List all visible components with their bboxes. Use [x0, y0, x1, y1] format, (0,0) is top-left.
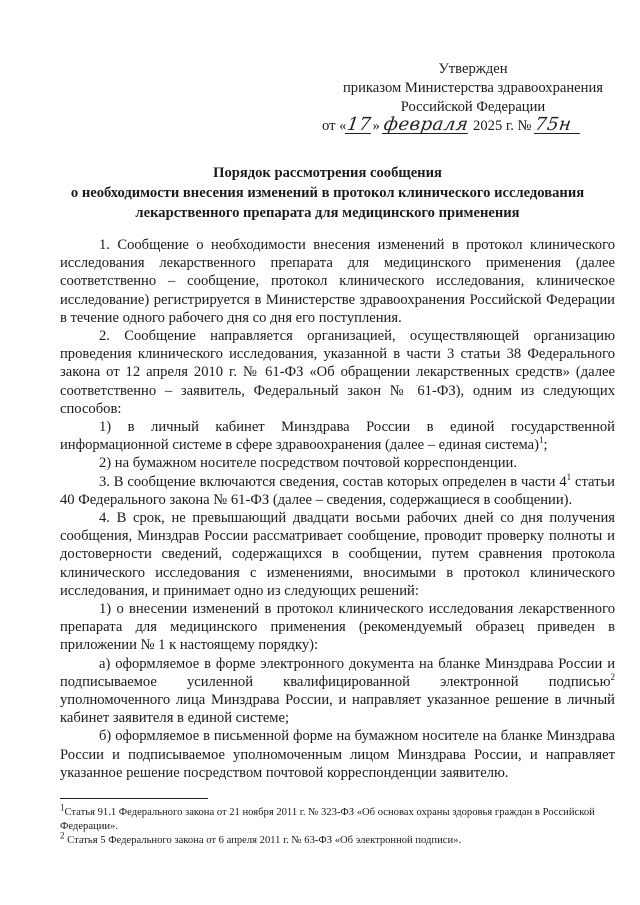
footnote-2-text: Статья 5 Федерального закона от 6 апреля 2011 г. № 63-ФЗ «Об электронной подписи».	[64, 835, 462, 846]
title-line-1: Порядок рассмотрения сообщения	[213, 165, 442, 181]
paragraph-2-item-2: 2) на бумажном носителе посредством почтовой корреспонденции.	[99, 455, 518, 472]
title-line-3: лекарственного препарата для медицинского применения	[135, 205, 520, 221]
paragraph-2: 2. Сообщение направляется организацией, осуществляющей организацию проведения клинического исследования, указанной в части 3 статьи 38 Федерального закона от 12 апреля 2010 г. № 61-ФЗ «Об обращении лекарственных средств» (далее соответственно – заявитель, Федеральный закон № 61-ФЗ), одним из следующих способов:	[60, 328, 615, 417]
item-a-text-1: а) оформляемое в форме электронного документа на бланке Минздрава России и подписываемое усиленной квалифицированной электронной подписью	[60, 655, 615, 690]
paragraph-4-item-1b: б) оформляемое в письменной форме на бумажном носителе на бланке Минздрава России и подписываемое уполномоченным лицом Минздрава России, и направляет указанное решение посредством почтовой корреспонденции заявителю.	[60, 728, 615, 781]
footnote-ref: 2	[610, 672, 615, 683]
approval-order-line: приказом Министерства здравоохранения	[343, 80, 603, 96]
approval-heading: Утвержден	[438, 61, 508, 77]
footnote-ref: 1	[538, 435, 544, 446]
date-year: 2025 г. №	[473, 118, 532, 134]
date-mid: »	[372, 118, 380, 134]
footnote-1	[60, 802, 615, 834]
paragraph-1: 1. Сообщение о необходимости внесения изменений в протокол клинического исследования лекарственного препарата для медицинского применения (далее соответственно – сообщение, протокол клинического исследования, клиническое исследование) регистрируется в Министерстве здравоохранения Российской Федерации в течение одного рабочего дня со дня его поступления.	[60, 237, 615, 326]
footnote-ref: 1	[566, 471, 572, 482]
title-line-2: о необходимости внесения изменений в протокол клинического исследования	[70, 185, 585, 201]
handwritten-order-number: 75н	[534, 117, 582, 134]
handwritten-month: февраля	[382, 114, 471, 135]
paragraph-2-item-1	[60, 418, 615, 454]
document-title	[40, 163, 615, 223]
paragraph-4-item-1: 1) о внесении изменений в протокол клинического исследования лекарственного препарата для медицинского применения (рекомендуемый образец приведен в приложении № 1 к настоящему порядку):	[60, 601, 615, 654]
paragraph-3-text-a: 3. В сообщение включаются сведения, состав которых определен в части 4	[99, 473, 567, 490]
handwritten-day: 17	[346, 114, 374, 135]
paragraph-4-item-1a	[60, 655, 615, 728]
approval-block	[318, 60, 628, 136]
footnote-divider	[60, 798, 208, 799]
document-body	[60, 236, 615, 782]
footnote-1-text: Статья 91.1 Федерального закона от 21 ноября 2011 г. № 323-ФЗ «Об основах охраны здоровья граждан в Российской Федерации».	[60, 807, 595, 832]
footnote-2	[60, 830, 615, 848]
paragraph-3	[60, 473, 615, 509]
approval-date-row	[318, 114, 628, 136]
paragraph-3-text-b: статьи 40 Федерального закона № 61-ФЗ (далее – сведения, содержащиеся в сообщении).	[60, 473, 615, 508]
paragraph-4: 4. В срок, не превышающий двадцати восьми рабочих дней со дня получения сообщения, Минздрав России рассматривает сообщение, проводит проверку полноты и достоверности сведений, содержащихся в сообщении, путем сравнения протокола клинического исследования с изменениями, вносимыми в протокол клинического исследования, и принимает одно из следующих решений:	[60, 510, 615, 599]
item-a-text-2: уполномоченного лица Минздрава России, и направляет указанное решение в личный кабинет заявителя в единой системе;	[60, 692, 615, 727]
footnotes	[60, 802, 615, 848]
approval-ministry-line: Российской Федерации	[400, 99, 546, 115]
item-end: ;	[543, 437, 548, 454]
footnote-1-mark: 1	[60, 802, 65, 813]
date-prefix: от «	[322, 118, 347, 134]
item-text: 1) в личный кабинет Минздрава России в единой государственной информационной системе в сфере здравоохранения (далее – единая система)	[60, 419, 615, 454]
footnote-2-mark: 2	[60, 830, 65, 841]
